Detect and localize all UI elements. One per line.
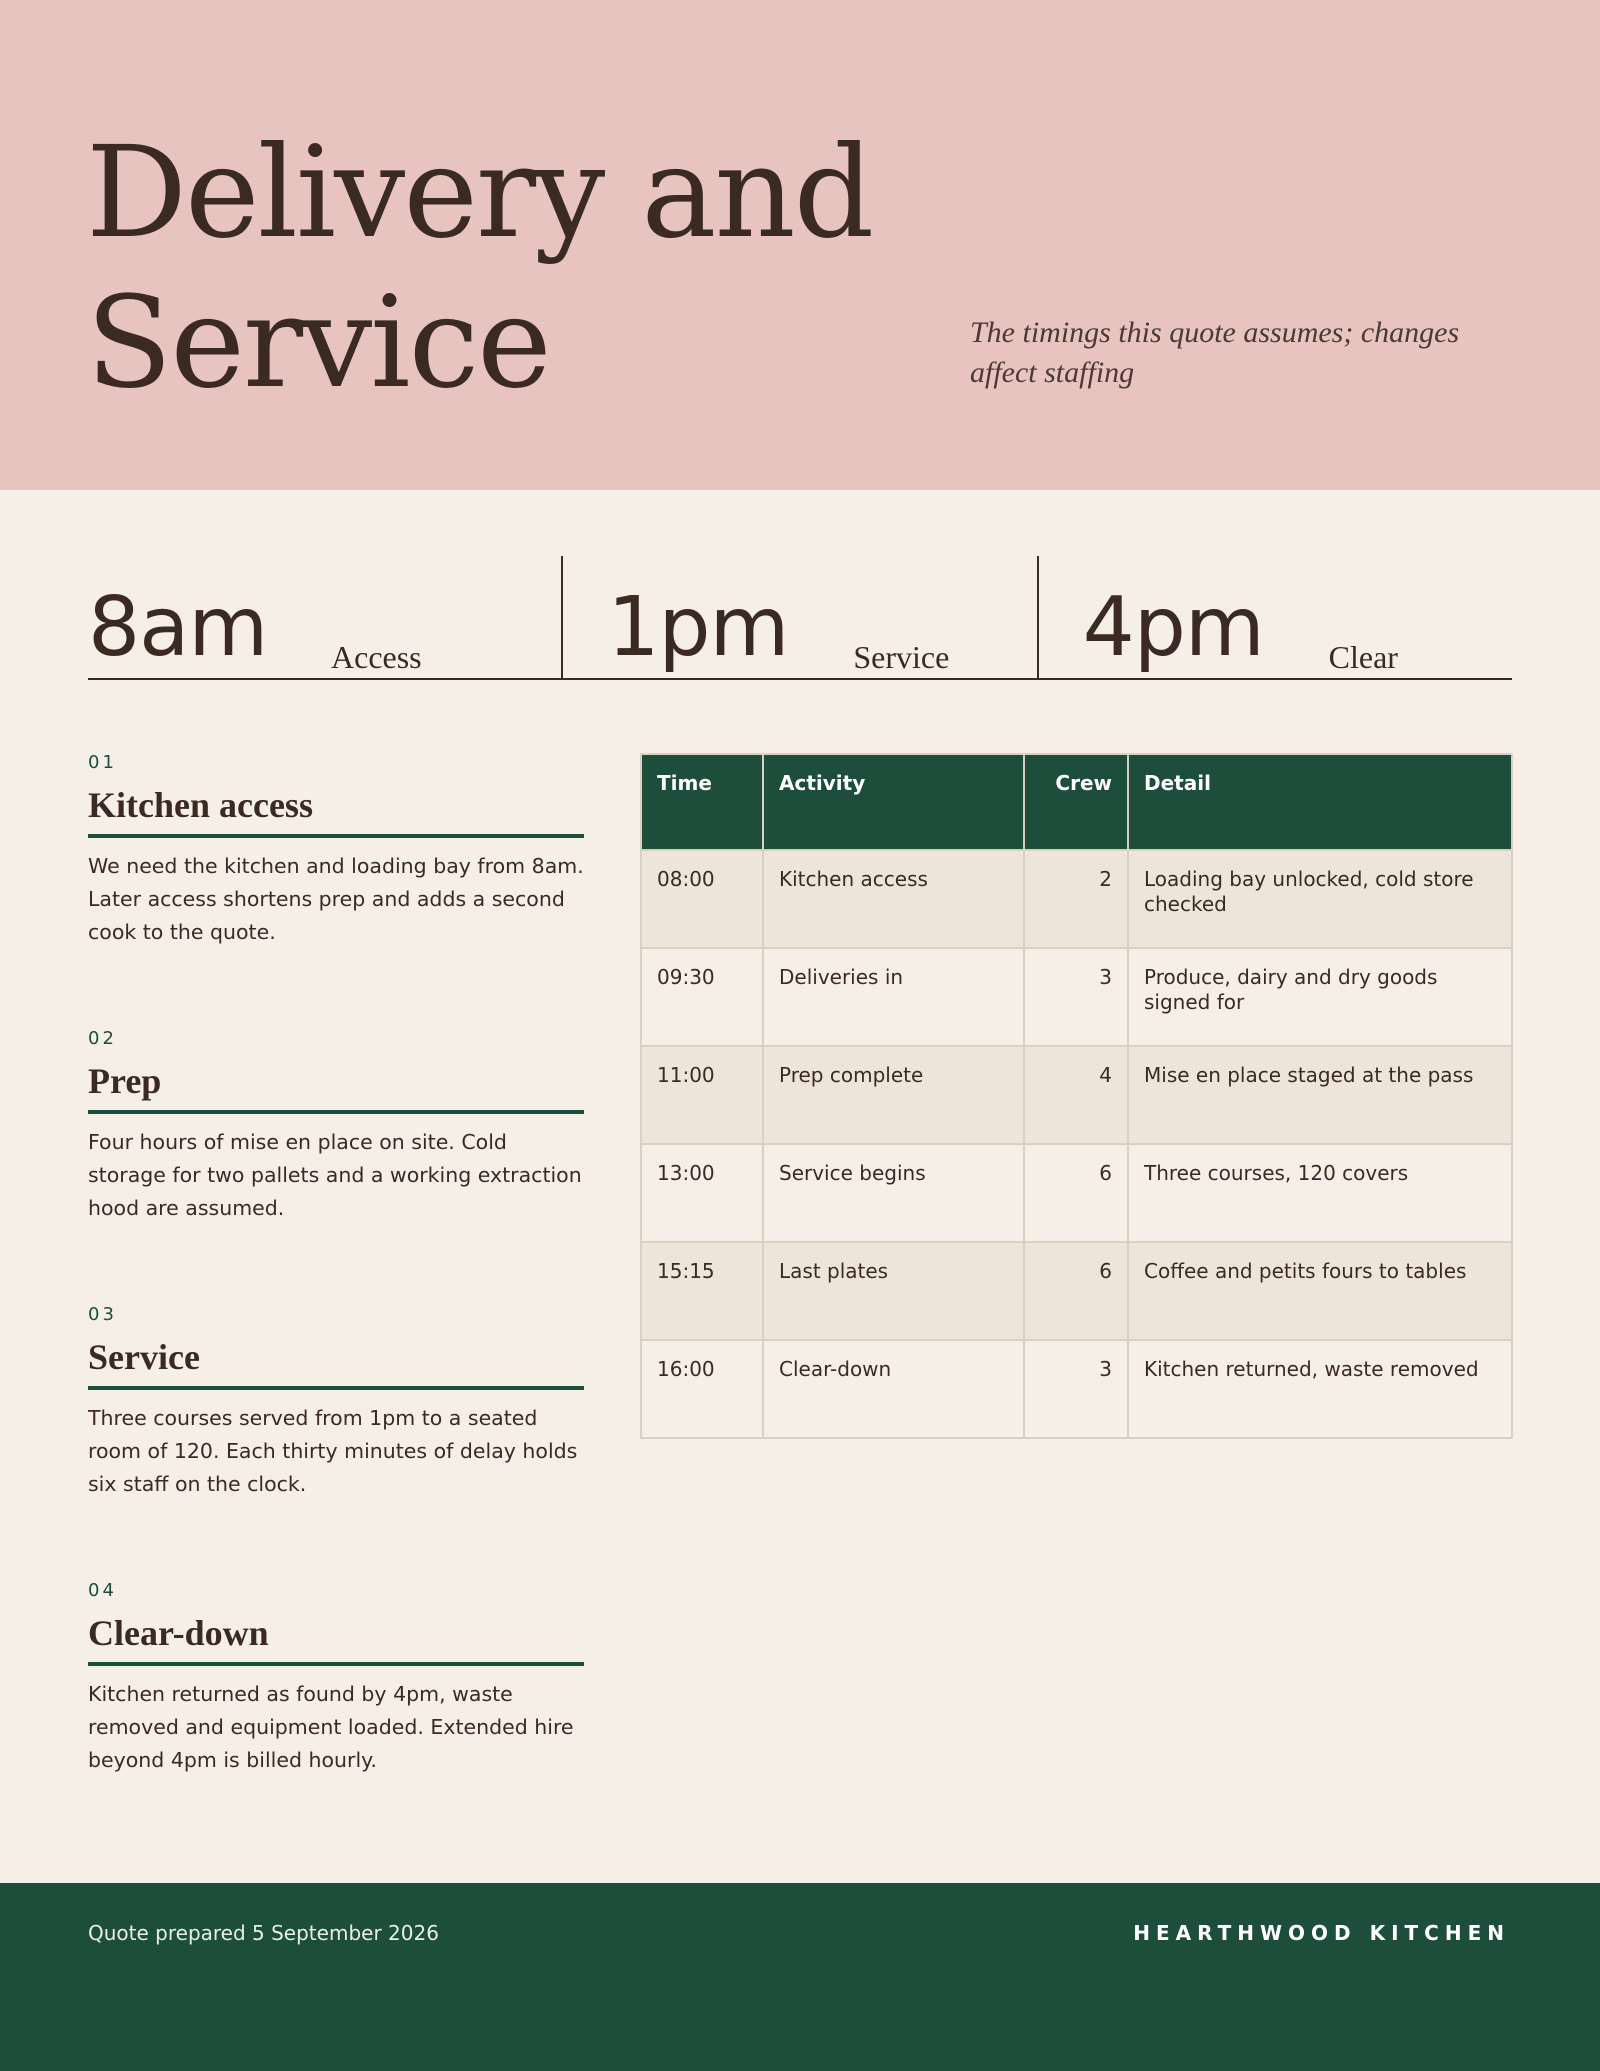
key-time-service [561, 556, 1036, 678]
step-body: Three courses served from 1pm to a seated room of 120. Each thirty minutes of delay holds six staff on the clock. [88, 1406, 578, 1496]
step-number: 02 [88, 1028, 117, 1049]
cell-time: 08:00 [641, 850, 763, 948]
step-body: We need the kitchen and loading bay from 8am. Later access shortens prep and adds a second cook to the quote. [88, 854, 584, 944]
page-title: Delivery and Service [86, 119, 873, 416]
key-time-label: Access [331, 639, 422, 675]
step-body: Kitchen returned as found by 4pm, waste removed and equipment loaded. Extended hire beyond 4pm is billed hourly. [88, 1682, 574, 1772]
column-header-activity: Activity [763, 754, 1024, 850]
brand-name: HEARTHWOOD KITCHEN [1133, 1921, 1510, 1945]
table-row [641, 1046, 1512, 1144]
step-body: Four hours of mise en place on site. Cold storage for two pallets and a working extraction hood are assumed. [88, 1130, 582, 1220]
cell-crew: 3 [1024, 948, 1128, 1046]
step-kitchen-access [88, 752, 584, 1028]
step-title: Kitchen access [88, 780, 584, 838]
cell-activity: Deliveries in [763, 948, 1024, 1046]
table-header-row [641, 754, 1512, 850]
cell-crew: 6 [1024, 1242, 1128, 1340]
step-service [88, 1304, 584, 1580]
cell-time: 15:15 [641, 1242, 763, 1340]
table-row [641, 1242, 1512, 1340]
page-subtitle: The timings this quote assumes; changes affect staffing [970, 316, 1460, 389]
cell-detail: Coffee and petits fours to tables [1128, 1242, 1512, 1340]
table-row [641, 1340, 1512, 1438]
step-title: Service [88, 1332, 584, 1390]
cell-activity: Last plates [763, 1242, 1024, 1340]
header-band [0, 0, 1600, 490]
cell-activity: Clear-down [763, 1340, 1024, 1438]
column-header-detail: Detail [1128, 754, 1512, 850]
steps-column [88, 752, 584, 1856]
key-time-value: 1pm [607, 580, 789, 675]
cell-crew: 6 [1024, 1144, 1128, 1242]
cell-time: 11:00 [641, 1046, 763, 1144]
schedule-table [640, 753, 1513, 1439]
step-number: 03 [88, 1304, 117, 1325]
key-time-clear [1037, 556, 1512, 678]
cell-detail: Mise en place staged at the pass [1128, 1046, 1512, 1144]
cell-detail: Produce, dairy and dry goods signed for [1128, 948, 1512, 1046]
cell-time: 09:30 [641, 948, 763, 1046]
cell-activity: Service begins [763, 1144, 1024, 1242]
table-row [641, 850, 1512, 948]
key-time-value: 4pm [1082, 580, 1264, 675]
table-row [641, 948, 1512, 1046]
quote-date: Quote prepared 5 September 2026 [88, 1921, 439, 1945]
key-time-value: 8am [88, 580, 268, 675]
cell-crew: 3 [1024, 1340, 1128, 1438]
column-header-crew: Crew [1024, 754, 1128, 850]
cell-time: 16:00 [641, 1340, 763, 1438]
key-time-access [88, 556, 561, 678]
step-title: Prep [88, 1056, 584, 1114]
cell-activity: Prep complete [763, 1046, 1024, 1144]
cell-detail: Loading bay unlocked, cold store checked [1128, 850, 1512, 948]
step-number: 04 [88, 1580, 117, 1601]
key-times-strip [88, 556, 1512, 680]
footer-band [0, 1883, 1600, 2071]
cell-activity: Kitchen access [763, 850, 1024, 948]
cell-time: 13:00 [641, 1144, 763, 1242]
step-number: 01 [88, 752, 117, 773]
step-prep [88, 1028, 584, 1304]
cell-crew: 2 [1024, 850, 1128, 948]
key-time-label: Service [853, 639, 950, 675]
column-header-time: Time [641, 754, 763, 850]
key-time-label: Clear [1328, 639, 1398, 675]
step-clear-down [88, 1580, 584, 1856]
cell-detail: Three courses, 120 covers [1128, 1144, 1512, 1242]
cell-detail: Kitchen returned, waste removed [1128, 1340, 1512, 1438]
step-title: Clear-down [88, 1608, 584, 1666]
cell-crew: 4 [1024, 1046, 1128, 1144]
table-row [641, 1144, 1512, 1242]
